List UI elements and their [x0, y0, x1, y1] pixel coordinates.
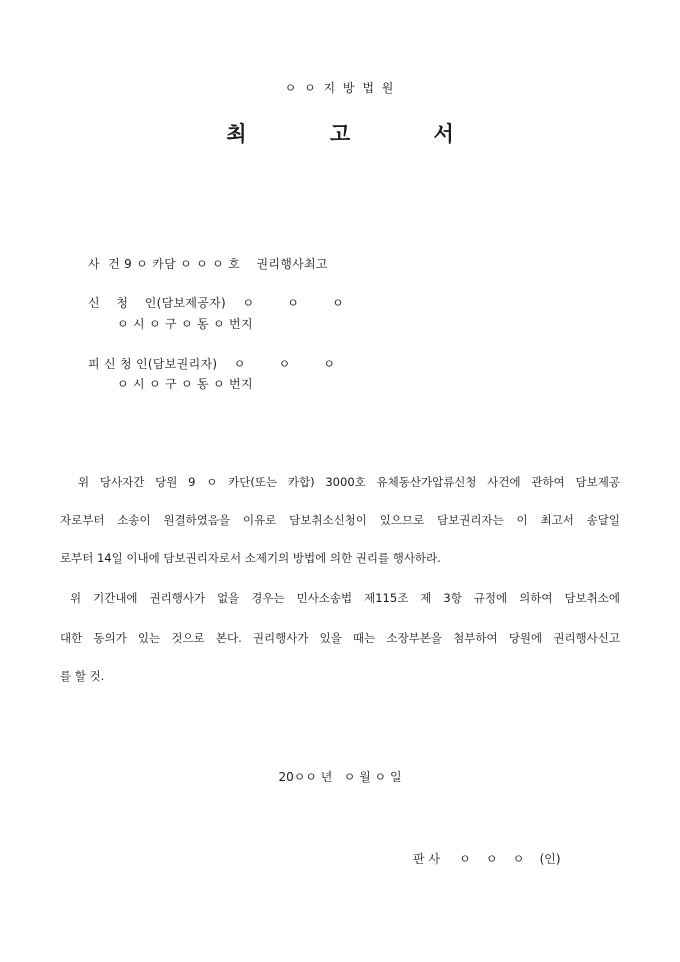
court-name: ㅇ ㅇ 지 방 법 원	[284, 81, 396, 95]
body-paragraph-2-line-2: 대한 동의가 있는 것으로 본다. 권리행사가 있을 때는 소장부본을 첨부하여 당원에 권리행사신고	[60, 631, 620, 645]
body-paragraph-1-line-2: 자로부터 소송이 원결하였음을 이유로 담보취소신청이 있으므로 담보권리자는 이 최고서 송달일	[60, 513, 620, 527]
judge-signature: 판 사 ㅇ ㅇ ㅇ (인)	[413, 852, 561, 866]
body-paragraph-1-line-3: 로부터 14일 이내에 담보권리자로서 소제기의 방법에 의한 권리를 행사하라.	[60, 551, 441, 565]
issue-date: 20ㅇㅇ 년 ㅇ 월 ㅇ 일	[278, 770, 402, 784]
respondent-address: ㅇ 시 ㅇ 구 ㅇ 동 ㅇ 번지	[117, 377, 253, 391]
respondent-line: 피 신 청 인(담보권리자) ㅇ ㅇ ㅇ	[88, 357, 336, 371]
body-paragraph-2-line-3: 를 할 것.	[60, 669, 105, 683]
applicant-line: 신 청 인(담보제공자) ㅇ ㅇ ㅇ	[88, 296, 344, 310]
body-paragraph-2-line-1: 위 기간내에 권리행사가 없을 경우는 민사소송법 제115조 제 3항 규정에 의하여 담보취소에	[70, 591, 620, 605]
body-paragraph-1-line-1: 위 당사자간 당원 9 ㅇ 카단(또는 카합) 3000호 유체동산가압류신청 사건에 관하여 담보제공	[78, 475, 620, 489]
case-number-line: 사 건 9 ㅇ 카담 ㅇ ㅇ ㅇ 호 권리행사최고	[88, 257, 328, 271]
applicant-address: ㅇ 시 ㅇ 구 ㅇ 동 ㅇ 번지	[117, 317, 253, 331]
document-title: 최 고 서	[226, 121, 492, 146]
